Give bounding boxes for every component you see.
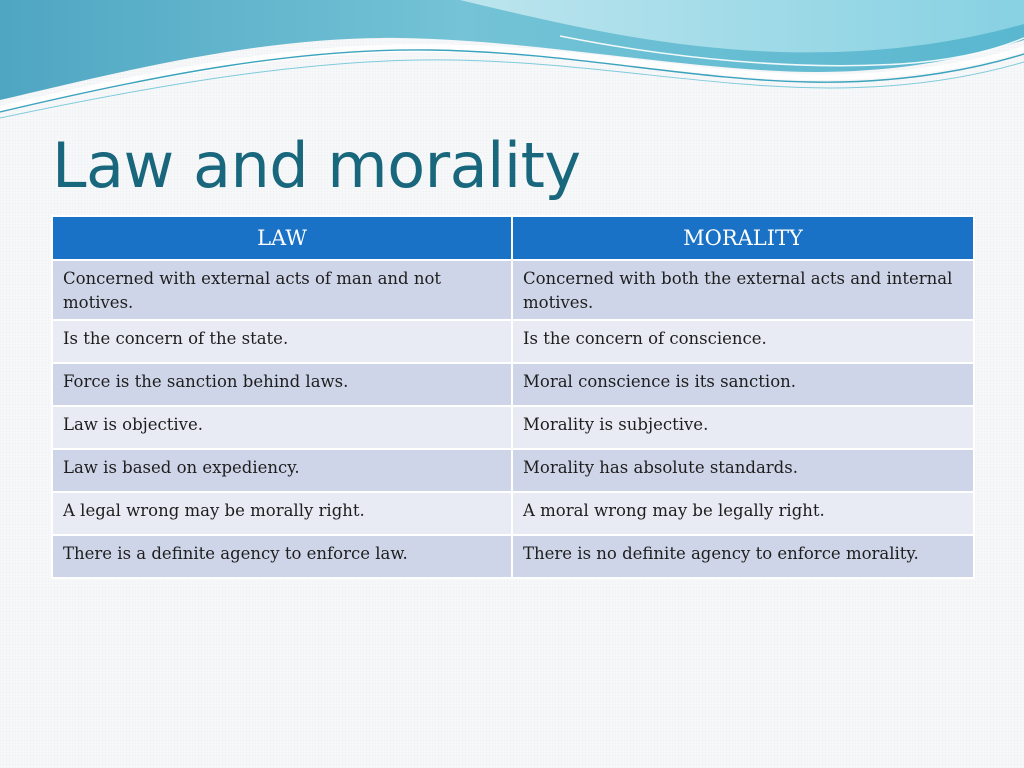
law-cell: There is a definite agency to enforce law.	[52, 535, 512, 578]
decorative-wave-banner	[0, 0, 1024, 120]
morality-cell: Morality has absolute standards.	[512, 449, 974, 492]
law-cell: Is the concern of the state.	[52, 320, 512, 363]
table-header-row	[52, 216, 974, 260]
law-cell: Law is based on expediency.	[52, 449, 512, 492]
law-vs-morality-table	[51, 215, 975, 579]
morality-cell: A moral wrong may be legally right.	[512, 492, 974, 535]
header-law: LAW	[52, 216, 512, 260]
table-row	[52, 406, 974, 449]
law-cell: A legal wrong may be morally right.	[52, 492, 512, 535]
header-morality: MORALITY	[512, 216, 974, 260]
law-cell: Law is objective.	[52, 406, 512, 449]
table-row	[52, 260, 974, 320]
morality-cell: Is the concern of conscience.	[512, 320, 974, 363]
table-row	[52, 449, 974, 492]
morality-cell: Moral conscience is its sanction.	[512, 363, 974, 406]
table-row	[52, 320, 974, 363]
law-cell: Force is the sanction behind laws.	[52, 363, 512, 406]
table-row	[52, 492, 974, 535]
morality-cell: Morality is subjective.	[512, 406, 974, 449]
law-cell: Concerned with external acts of man and not motives.	[52, 260, 512, 320]
table-row	[52, 363, 974, 406]
slide-title: Law and morality	[52, 129, 581, 202]
table-row	[52, 535, 974, 578]
morality-cell: Concerned with both the external acts and internal motives.	[512, 260, 974, 320]
morality-cell: There is no definite agency to enforce morality.	[512, 535, 974, 578]
